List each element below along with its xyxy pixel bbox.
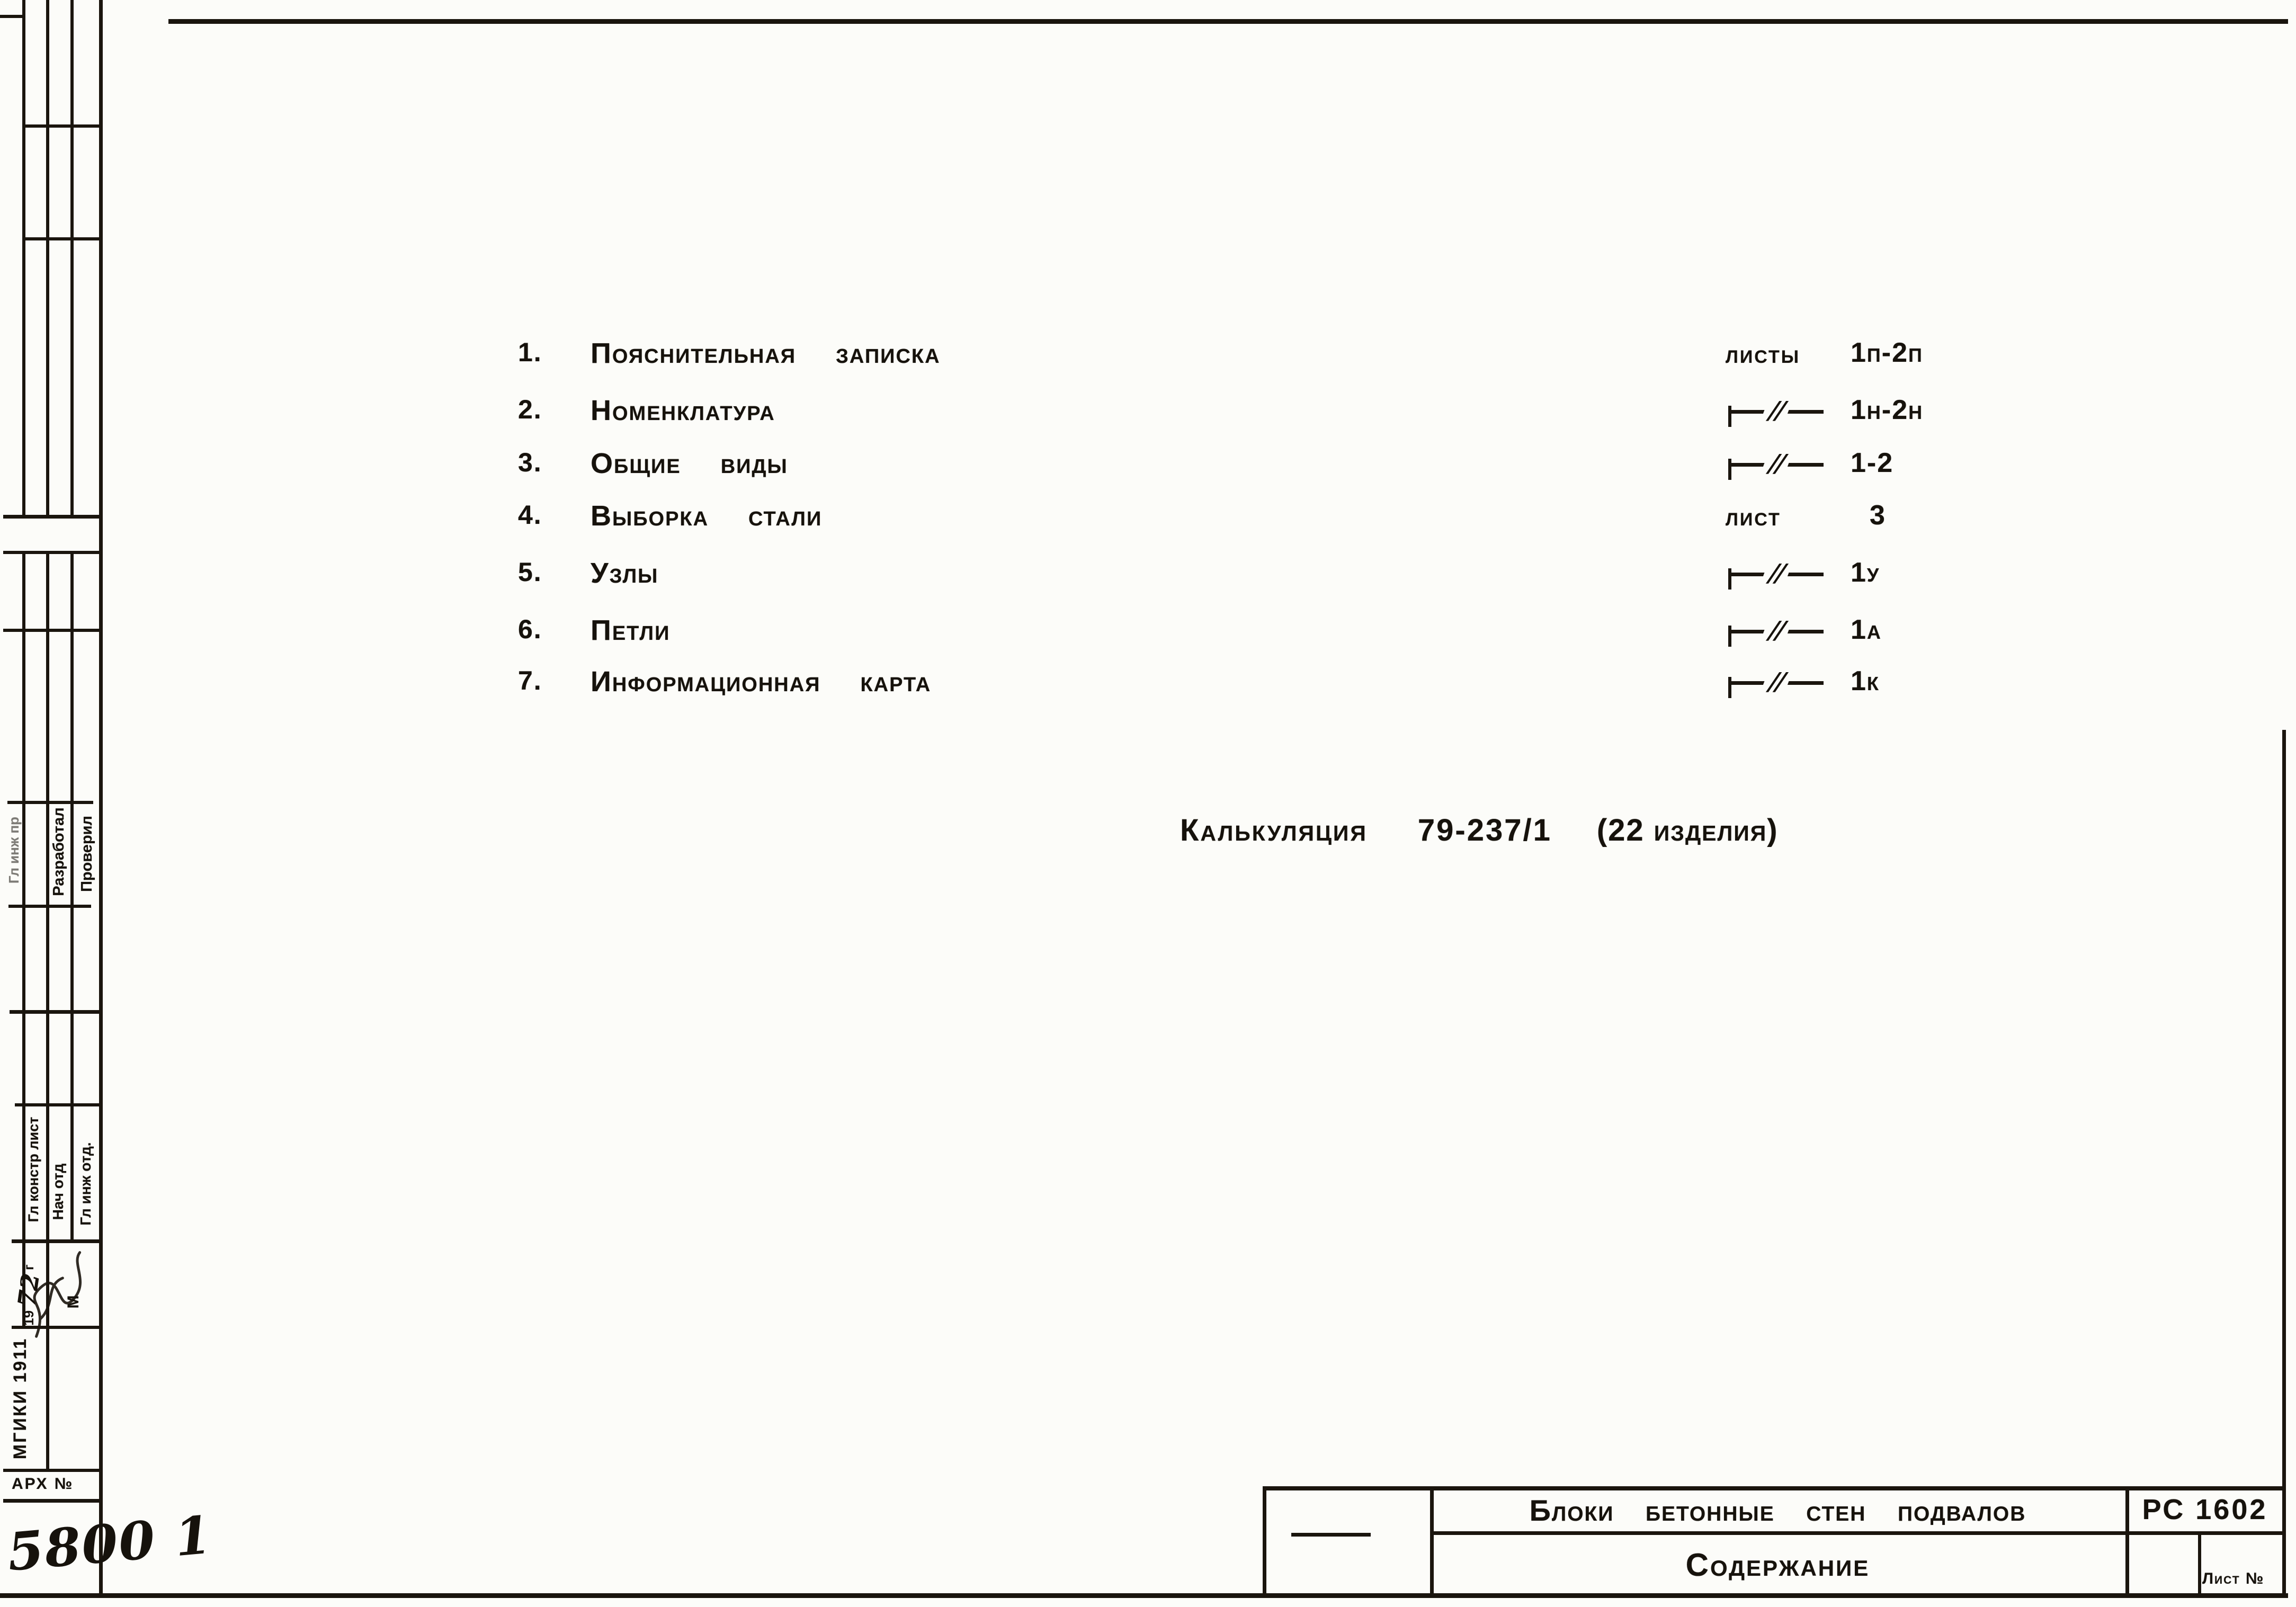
page-range: 1к: [1851, 666, 1880, 697]
stamp-label-chief-eng-dept: Гл инж отд.: [77, 1142, 94, 1226]
ditto-mark: [1729, 449, 1824, 478]
grid-line: [70, 551, 74, 1239]
ditto-tick: [1728, 626, 1731, 647]
title-block-mid-line: [1430, 1531, 2285, 1535]
title-block-cell-dash: [1291, 1533, 1371, 1537]
toc-item-number: 1.: [518, 337, 542, 367]
grid-line: [3, 551, 103, 554]
ditto-mark: [1729, 396, 1824, 425]
toc-item-label: Номенклатура: [591, 395, 775, 426]
toc-row: [0, 614, 2296, 649]
toc-item-label: Петли: [591, 614, 671, 646]
toc-item-label: Выборка стали: [591, 500, 823, 532]
ditto-slashes: //: [1760, 451, 1793, 476]
year-prefix: 19: [20, 1310, 37, 1326]
toc-row: [0, 394, 2296, 429]
ditto-slashes: //: [1760, 618, 1793, 642]
title-block-divider: [2198, 1531, 2201, 1595]
toc-row: [0, 557, 2296, 592]
stamp-scale-label: М: [65, 1295, 82, 1309]
doc-title: Содержание: [1685, 1547, 1870, 1583]
ditto-tick: [1728, 568, 1731, 590]
grid-line: [24, 237, 102, 240]
page-range: 1а: [1851, 614, 1882, 645]
project-title: Блоки бетонные стен подвалов: [1529, 1493, 2026, 1527]
year-suffix: г: [20, 1264, 37, 1270]
archive-number-handwritten: 5800 1: [5, 1504, 215, 1583]
page-range: 3: [1870, 500, 1886, 531]
title-block-left-line: [1263, 1486, 1266, 1595]
stamp-label-chief-constr-sheet: Гл констр лист: [25, 1117, 41, 1222]
frame-right-line: [2282, 730, 2286, 1598]
grid-line: [70, 0, 74, 515]
toc-row: [0, 337, 2296, 372]
ditto-mark: [1729, 667, 1824, 696]
toc-row: [0, 499, 2296, 534]
ditto-slashes: //: [1760, 398, 1793, 423]
toc-item-number: 7.: [518, 666, 542, 695]
ditto-mark: [1729, 558, 1824, 587]
sheet-no-label: Лист №: [2202, 1570, 2265, 1587]
calculation-items-count: (22 изделия): [1596, 813, 1779, 847]
ditto-tick: [1728, 406, 1731, 427]
frame-bottom-line: [0, 1593, 2288, 1598]
year-handwritten: 72: [12, 1271, 46, 1309]
toc-item-label: Общие виды: [591, 448, 788, 479]
calculation-number: 79-237/1: [1417, 813, 1552, 847]
toc-item-number: 4.: [518, 500, 542, 530]
frame-corner-mark: [0, 15, 25, 18]
page-range: 1у: [1851, 557, 1880, 588]
series-code: РС 1602: [2142, 1494, 2268, 1525]
toc-item-number: 2.: [518, 395, 542, 424]
toc-row: [0, 447, 2296, 482]
grid-line: [22, 124, 102, 128]
calculation-label: Калькуляция: [1180, 813, 1368, 847]
page-range: 1п-2п: [1851, 337, 1923, 368]
frame-top-line: [168, 19, 2288, 24]
toc-item-number: 5.: [518, 557, 542, 587]
stamp-label-checked: Проверил: [78, 816, 95, 892]
toc-item-label: Узлы: [591, 557, 659, 589]
ditto-tick: [1728, 459, 1731, 480]
toc-item-label: Информационная карта: [591, 666, 932, 698]
toc-item-number: 6.: [518, 614, 542, 644]
page-range: 1-2: [1851, 448, 1894, 478]
grid-line: [22, 0, 25, 515]
page-range: 1н-2н: [1851, 395, 1924, 425]
stamp-label-chief-eng-pr: Гл инж пр: [5, 816, 22, 884]
sheet-ref-word: листы: [1726, 340, 1801, 369]
ditto-tick: [1728, 677, 1731, 698]
grid-line: [3, 1499, 101, 1503]
grid-line: [46, 0, 49, 515]
stamp-label-dept-head: Нач отд: [50, 1163, 66, 1220]
ditto-slashes: //: [1760, 669, 1793, 694]
stamp-archive-label: АРХ №: [12, 1475, 74, 1493]
calculation-note: [1180, 813, 1779, 848]
stamp-label-developed: Разработал: [50, 807, 67, 896]
ditto-slashes: //: [1760, 561, 1793, 585]
toc-item-label: Пояснительная записка: [591, 337, 941, 369]
grid-line: [10, 1010, 101, 1014]
toc-item-number: 3.: [518, 448, 542, 477]
ditto-mark: [1729, 615, 1824, 645]
stamp-org-mark: МГИКИ 1911: [10, 1337, 30, 1460]
toc-row: [0, 665, 2296, 700]
sheet-ref-word: лист: [1726, 503, 1781, 531]
